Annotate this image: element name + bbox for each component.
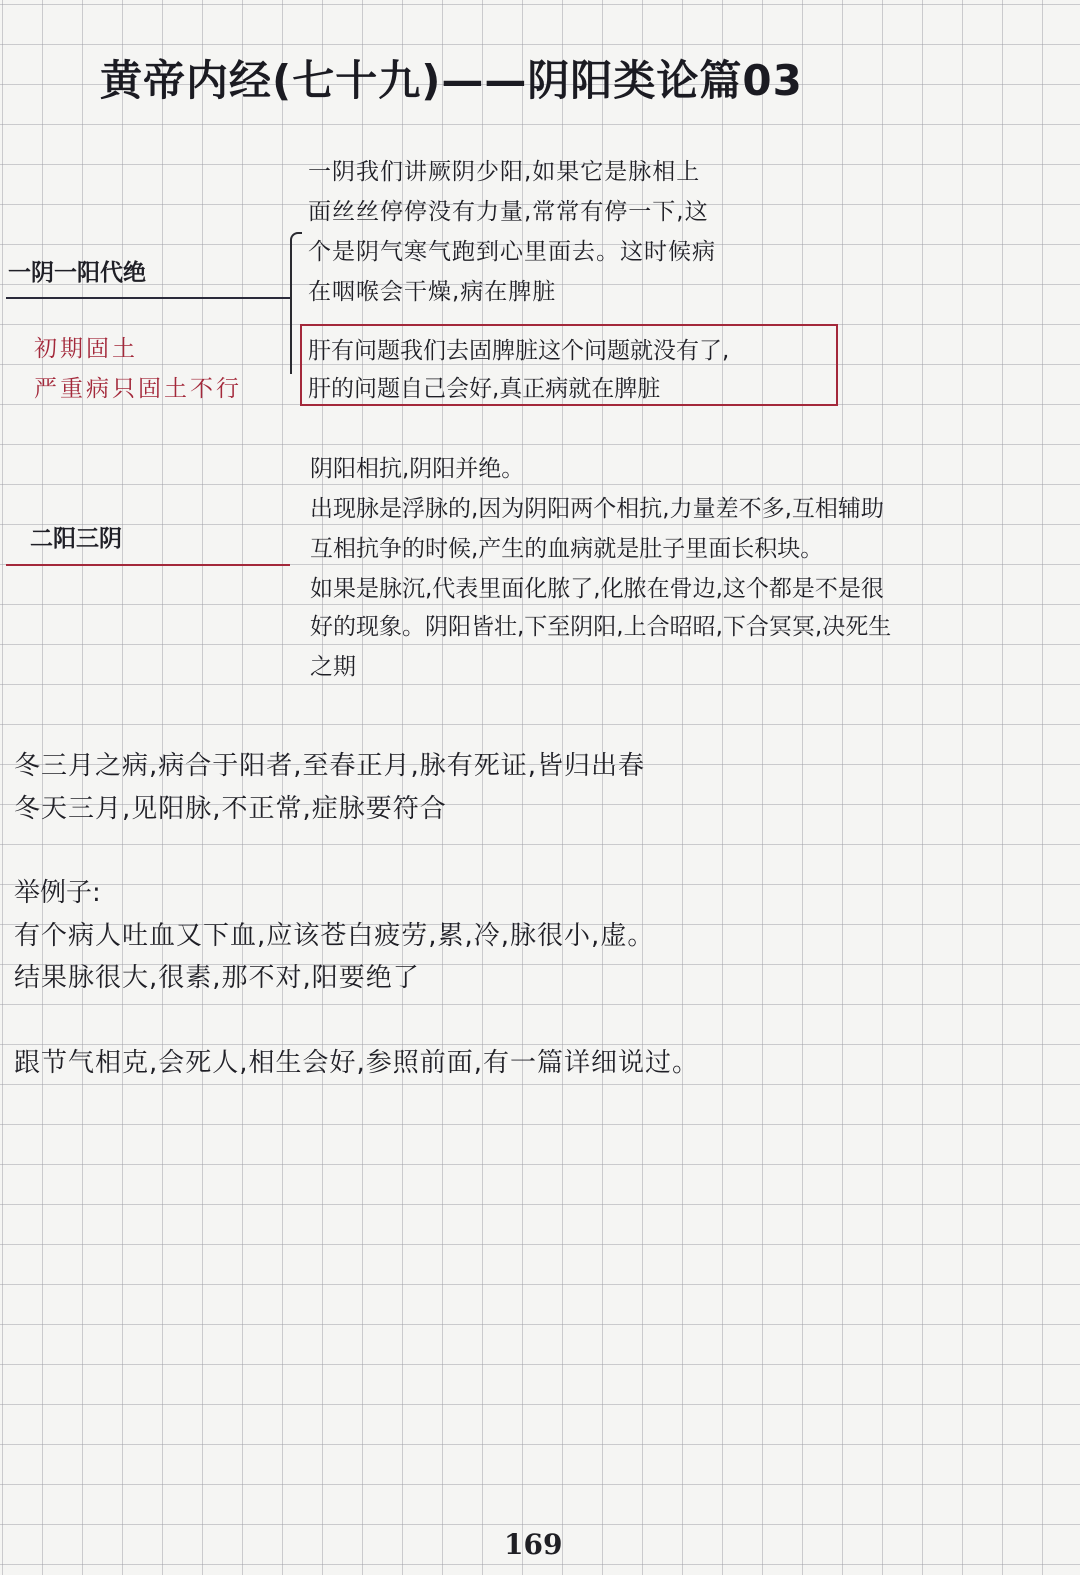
section-underline	[6, 297, 290, 299]
boxed-text-line: 肝有问题我们去固脾脏这个问题就没有了,	[308, 338, 730, 364]
text-line: 冬三月之病,病合于阳者,至春正月,脉有死证,皆归出春	[14, 751, 646, 781]
text-line: 一阴我们讲厥阴少阳,如果它是脉相上	[308, 159, 701, 185]
red-note: 初期固土	[34, 336, 138, 362]
boxed-text-line: 肝的问题自己会好,真正病就在脾脏	[308, 376, 661, 402]
page-title: 黄帝内经(七十九)——阴阳类论篇03	[100, 56, 803, 105]
text-line: 结果脉很大,很素,那不对,阳要绝了	[14, 963, 420, 993]
text-line: 阴阳相抗,阴阳并绝。	[310, 456, 525, 482]
text-line: 出现脉是浮脉的,因为阴阳两个相抗,力量差不多,互相辅助	[310, 496, 884, 522]
page-number: 169	[504, 1528, 563, 1561]
text-line: 冬天三月,见阳脉,不正常,症脉要符合	[14, 794, 447, 824]
red-note: 严重病只固土不行	[34, 376, 242, 402]
text-line: 有个病人吐血又下血,应该苍白疲劳,累,冷,脉很小,虚。	[14, 921, 655, 951]
text-line: 好的现象。阴阳皆壮,下至阴阳,上合昭昭,下合冥冥,决死生	[310, 614, 892, 640]
example-heading: 举例子:	[14, 878, 101, 908]
text-line: 面丝丝停停没有力量,常常有停一下,这	[308, 199, 709, 225]
section-label-eryang-sanyin: 二阳三阴	[30, 526, 122, 552]
text-line: 互相抗争的时候,产生的血病就是肚子里面长积块。	[310, 536, 824, 562]
section-underline	[6, 564, 290, 566]
text-line: 跟节气相克,会死人,相生会好,参照前面,有一篇详细说过。	[14, 1048, 700, 1078]
text-line: 之期	[310, 654, 356, 680]
text-line: 个是阴气寒气跑到心里面去。这时候病	[308, 239, 716, 265]
section-label-yiyin-yiyang: 一阴一阳代绝	[8, 260, 146, 286]
text-line: 如果是脉沉,代表里面化脓了,化脓在骨边,这个都是不是很	[310, 576, 884, 602]
text-line: 在咽喉会干燥,病在脾脏	[308, 279, 557, 305]
